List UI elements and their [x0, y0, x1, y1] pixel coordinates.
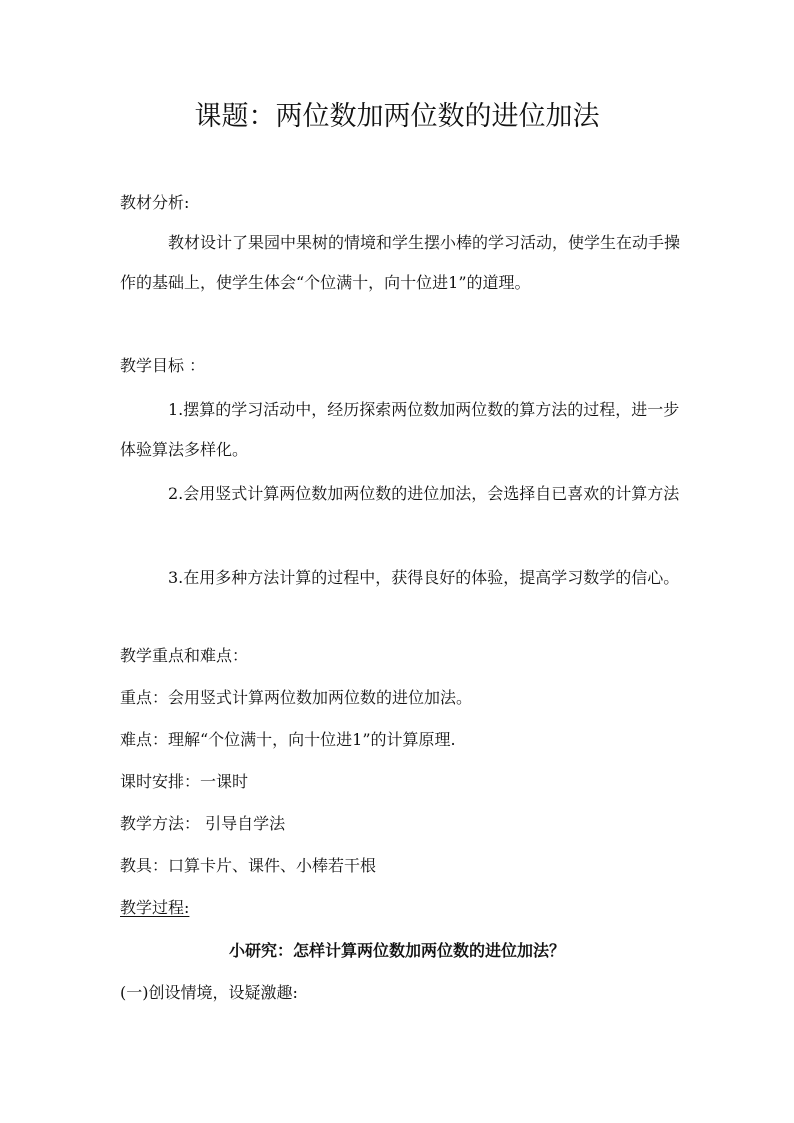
goal-item-2: 2.会用竖式计算两位数加两位数的进位加法，会选择自已喜欢的计算方法 [168, 484, 680, 503]
mini-research-heading: 小研究：怎样计算两位数加两位数的进位加法？ [228, 941, 565, 960]
goal-item-1: 1.摆算的学习活动中，经历探索两位数加两位数的算方法的过程，进一步体验算法多样化。 [120, 400, 680, 459]
teaching-method: 教学方法： 引导自学法 [120, 814, 286, 833]
difficult-point: 难点：理解“个位满十，向十位进1”的计算原理. [120, 730, 456, 749]
key-heading: 教学重点和难点： [120, 646, 249, 665]
page-title: 课题：两位数加两位数的进位加法 [194, 101, 600, 132]
process-heading: 教学过程: [120, 898, 190, 917]
analysis-heading: 教材分析: [120, 193, 190, 212]
section-1-heading: (一)创设情境，设疑激趣: [120, 983, 298, 1002]
key-point: 重点：会用竖式计算两位数加两位数的进位加法。 [120, 688, 473, 707]
schedule: 课时安排：一课时 [120, 772, 249, 791]
goal-item-3: 3.在用多种方法计算的过程中，获得良好的体验，提高学习数学的信心。 [168, 568, 680, 587]
teaching-tools: 教具：口算卡片、课件、小棒若干根 [120, 856, 377, 875]
goals-heading: 教学目标 ： [120, 356, 206, 375]
analysis-paragraph: 教材设计了果园中果树的情境和学生摆小棒的学习活动，使学生在动手操作的基础上，使学生体会“个位满十，向十位进1”的道理。 [120, 233, 681, 292]
